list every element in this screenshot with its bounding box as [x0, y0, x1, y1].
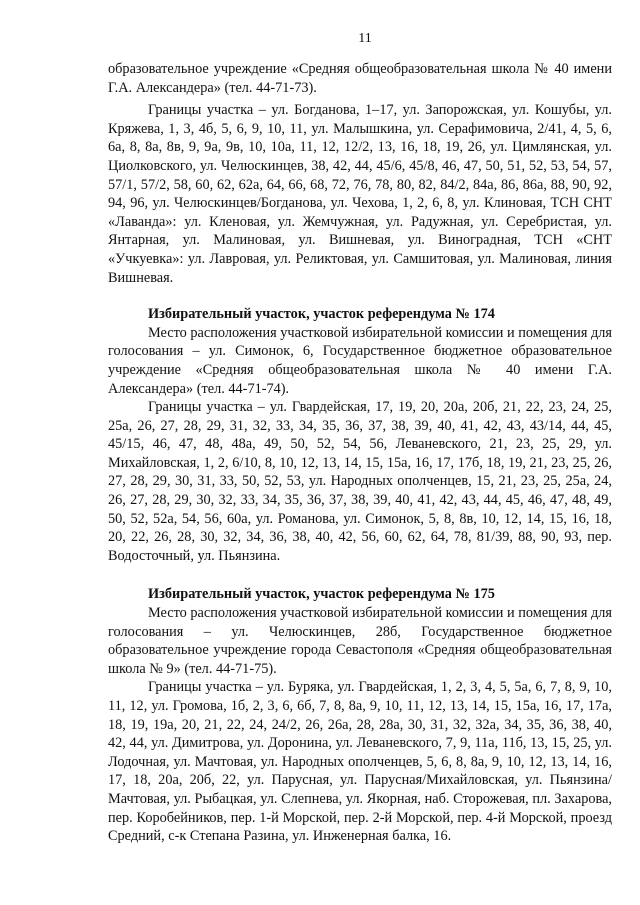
page-number: 11 — [358, 31, 372, 46]
section-174-boundaries: Границы участка – ул. Гвардейская, 17, 19, 20, 20а, 20б, 21, 22, 23, 24, 25, 25а, 26, 27, 28, 29, 31, 32, 33, 34, 35, 36, 37, 38, 39, 40, 41, 42, 43, 43/14, 44, 45, 45/15, 46, 47, 48, 48а, 49, 50, 52, 54, 56, Леваневского, 21, 23, 25, 29, ул. Михайловская, 1, 2, 6/10, 8, 10, 12, 13, 14, 15, 15а, 16, 17, 17б, 18, 19, 21, 23, 25, 26, 27, 28, 29, 30, 31, 33, 50, 52, 53, ул. Народных ополченцев, 15, 21, 23, 25, 25а, 24, 26, 27, 28, 29, 30, 32, 33, 34, 35, 36, 37, 38, 39, 40, 41, 42, 43, 44, 45, 46, 47, 48, 49, 50, 52, 52а, 54, 56, 60а, ул. Романова, ул. Симонок, 5, 8, 8в, 10, 12, 14, 15, 16, 18, 20, 22, 26, 28, 30, 32, 34, 36, 38, 40, 42, 56, 60, 62, 64, 78, 81/39, 88, 90, 93, пер. Водосточный, ул. Пьянзина. — [108, 399, 612, 564]
section-175-boundaries: Границы участка – ул. Буряка, ул. Гвардейская, 1, 2, 3, 4, 5, 5а, 6, 7, 8, 9, 10, 11, 12, ул. Громова, 1б, 2, 3, 6, 6б, 7, 8, 8а, 9, 10, 11, 12, 13, 14, 15, 15а, 16, 17, 17а, 18, 19, 19а, 20, 21, 22, 24, 24/2, 26, 26а, 28, 28а, 30, 31, 32, 32а, 34, 35, 36, 38, 40, 42, 44, ул. Димитрова, ул. Доронина, ул. Леваневского, 7, 9, 11а, 11б, 13, 15, 25, ул. Лодочная, ул. Мачтовая, ул. Народных ополченцев, 5, 6, 8, 8а, 9, 10, 12, 13, 14, 16, 17, 18, 20а, 20б, 22, ул. Парусная, ул. Парусная/Михайловская, ул. Пьянзина/ Мачтовая, ул. Рыбацкая, ул. Слепнева, ул. Якорная, наб. Сторожевая, пл. Захарова, пер. Коробейников, пер. 1-й Морской, пер. 2-й Морской, пер. 4-й Морской, проезд Средний, с-к Степана Разина, ул. Инженерная балка, 16. — [108, 679, 612, 845]
section-174-location: Место расположения участковой избирательной комиссии и помещения для голосования – ул. Симонок, 6, Государственное бюджетное образовательное учреждение «Средняя общеобразовательная школа № 40 имени Г.А. Александера» (тел. 44-71-74). — [108, 324, 612, 397]
section-174-heading: Избирательный участок, участок референдума № 174 — [148, 306, 495, 323]
intro-location-tail: образовательное учреждение «Средняя общеобразовательная школа № 40 имени Г.А. Александера» (тел. 44-71-73). — [108, 61, 612, 96]
intro-boundaries: Границы участка – ул. Богданова, 1–17, ул. Запорожская, ул. Кошубы, ул. Кряжева, 1, 3, 4б, 5, 6, 9, 10, 11, ул. Малышкина, ул. Серафимовича, 2/41, 4, 5, 6, 6а, 8, 8а, 8в, 9, 9а, 9в, 10, 10а, 11, 12, 12/2, 13, 16, 18, 19, 26, ул. Цимлянская, ул. Циолковского, ул. Челюскинцев, 38, 42, 44, 45/6, 45/8, 46, 47, 50, 51, 52, 53, 54, 57, 57/1, 57/2, 58, 60, 62, 62а, 64, 66, 68, 72, 76, 78, 80, 82, 84/2, 84а, 86, 86а, 88, 90, 92, 94, 96, ул. Челюскинцев/Богданова, ул. Чехова, 1, 2, 6, 8, ул. Клиновая, ТСН СНТ «Лаванда»: ул. Кленовая, ул. Жемчужная, ул. Радужная, ул. Серебристая, ул. Янтарная, ул. Малиновая, ул. Вишневая, ул. Виноградная, ТСН «СНТ «Учкуевка»: ул. Лавровая, ул. Реликтовая, ул. Самшитовая, ул. Малиновая, линия Вишневая. — [108, 102, 612, 286]
section-175-heading: Избирательный участок, участок референдума № 175 — [148, 586, 495, 603]
section-175-location: Место расположения участковой избирательной комиссии и помещения для голосования – ул. Челюскинцев, 28б, Государственное бюджетное образовательное учреждение города Севастополя «Средняя общеобразовательная школа № 9» (тел. 44-71-75). — [108, 605, 612, 677]
